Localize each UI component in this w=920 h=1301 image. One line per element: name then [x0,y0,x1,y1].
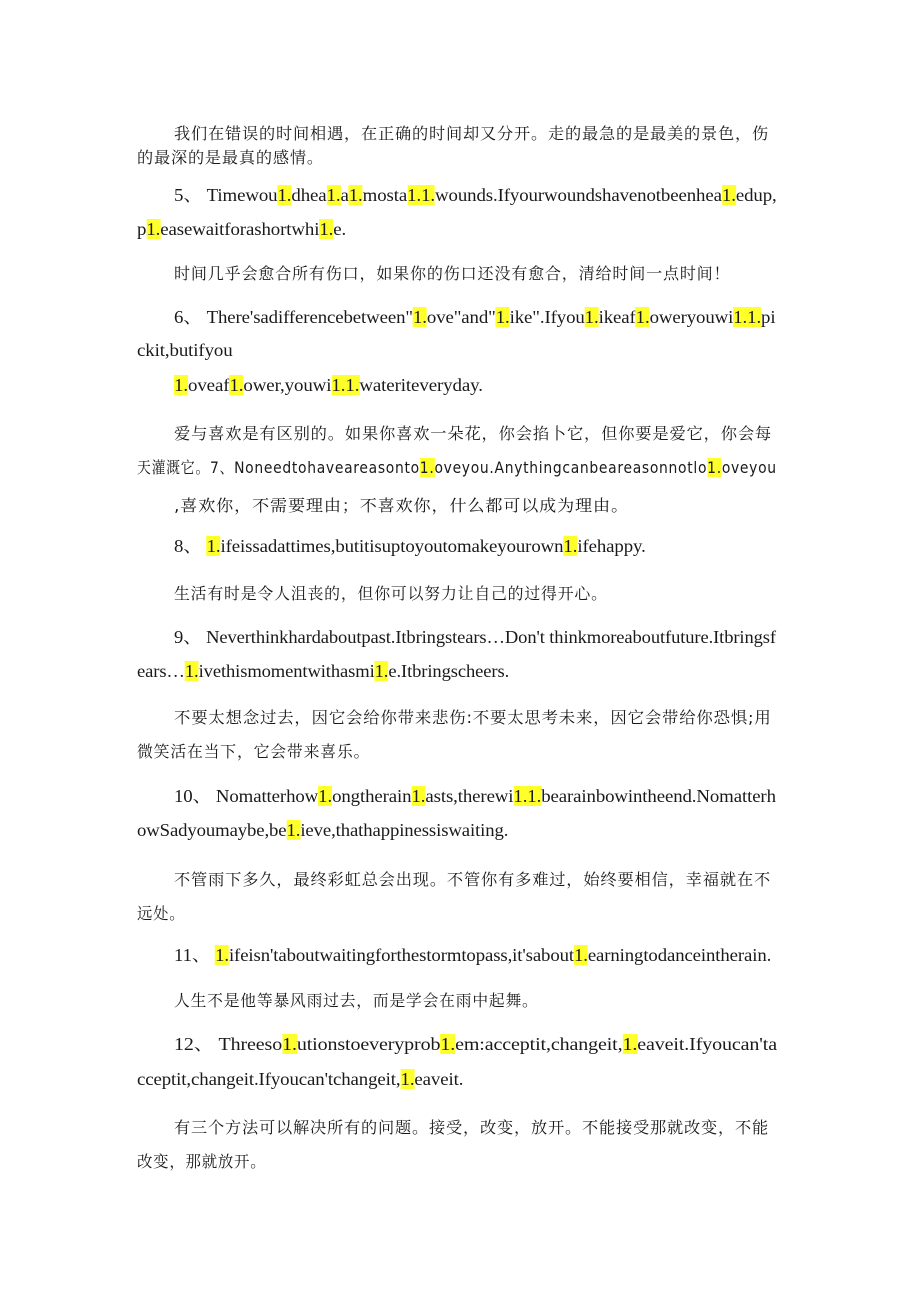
text-span: ieve,thathappinessiswaiting. [300,820,509,840]
text-span: 爱与喜欢是有区别的。如果你喜欢一朵花，你会掐卜它，但你要是爱它，你会每 [174,424,773,443]
text-line [137,903,185,925]
text-line [174,374,483,396]
text-span: ikeaf [598,307,636,327]
text-span: cceptit,changeit.Ifyoucan'tchangeit, [137,1069,401,1089]
highlighted-text: 1.1. [733,307,762,327]
highlighted-text: 1. [174,375,188,395]
text-span: em:acceptit,changeit, [455,1034,623,1054]
text-line [174,785,776,807]
highlighted-text: 1. [184,661,199,681]
text-span: easewaitforashortwhi [160,219,320,239]
highlighted-text: 1. [721,185,736,205]
highlighted-text: 1. [622,1034,638,1054]
text-line [174,263,730,285]
highlighted-text: 1. [440,1034,456,1054]
text-span: 不要太想念过去，因它会给你带来悲伤:不要太思考未来，因它会带给你恐惧;用 [174,708,772,727]
highlighted-text: 1. [318,786,333,806]
text-span: a [340,185,349,205]
text-span: ckit,butifyou [137,340,233,360]
text-span: 的最深的是最真的感情。 [137,148,324,167]
text-line [174,1117,769,1139]
text-span: oveyou [721,458,777,477]
text-span: mosta [362,185,408,205]
text-span: 改变，那就放开。 [137,1152,267,1171]
text-span: ifehappy. [577,536,646,556]
text-span: dhea [291,185,327,205]
highlighted-text: 1. [573,945,588,965]
highlighted-text: 1. [563,536,578,556]
text-span: bearainbowintheend.Nomatterh [541,786,776,806]
text-span: wateriteveryday. [359,375,483,395]
text-span: ike".Ifyou [509,307,585,327]
text-span: 时间几乎会愈合所有伤口，如果你的伤口还没有愈合，清给时间一点时间！ [174,264,731,283]
text-line [174,1033,777,1055]
text-line [137,1068,463,1090]
text-span: 人生不是他等暴风雨过去，而是学会在雨中起舞。 [174,991,539,1010]
text-line [174,944,771,966]
text-line [174,990,539,1012]
text-line [174,495,629,517]
text-span: e. [333,219,347,239]
text-span: ears… [137,661,185,681]
text-span: pi [761,307,776,327]
highlighted-text: 1. [229,375,244,395]
text-span: 微笑活在当下，它会带来喜乐。 [137,742,371,761]
text-line [137,457,777,479]
text-span: 我们在错误的时间相遇，在正确的时间却又分开。走的最急的是最美的景色，伤 [174,124,770,143]
text-span: ongtherain [332,786,412,806]
highlighted-text: 1. [400,1069,415,1089]
text-span: 10、 Nomatterhow [174,786,319,806]
highlighted-text: 1. [635,307,650,327]
text-span: e.Itbringscheers. [388,661,510,681]
text-span: 8、 [174,536,207,556]
text-span: 不管雨下多久，最终彩虹总会出现。不管你有多难过，始终要相信，幸福就在不 [174,870,772,889]
highlighted-text: 1. [326,185,341,205]
text-span: oveaf [187,375,230,395]
text-line [137,660,509,682]
text-span: ower,youwi [243,375,332,395]
text-span: utionstoeveryprob [296,1034,441,1054]
text-line [174,535,646,557]
text-span: 有三个方法可以解决所有的问题。接受，改变，放开。不能接受那就改变，不能 [174,1118,770,1137]
highlighted-text: 1. [707,458,722,477]
text-line [137,339,233,361]
text-line [137,741,370,763]
highlighted-text: 1. [412,307,427,327]
text-span: edup, [735,185,777,205]
text-span: 6、 There'sadifferencebetween" [174,307,413,327]
highlighted-text: 1. [286,820,301,840]
text-span: oweryouwi [649,307,734,327]
text-line [137,218,346,240]
text-span: ove"and" [426,307,496,327]
text-span: asts,therewi [425,786,514,806]
highlighted-text: 1. [146,219,161,239]
text-span: oveyou.Anythingcanbeareasonnotlo [434,458,708,477]
text-line [174,123,769,145]
text-line [137,147,324,169]
highlighted-text: 1. [374,661,389,681]
highlighted-text: 1. [348,185,363,205]
text-line [174,583,608,605]
text-span: eaveit.Ifyoucan'ta [637,1034,777,1054]
highlighted-text: 1. [419,458,435,477]
text-span: 5、 Timewou [174,185,278,205]
text-span: 12、 Threeso [174,1034,283,1054]
text-line [137,819,508,841]
highlighted-text: 1. [411,786,426,806]
text-span: 9、 Neverthinkhardaboutpast.Itbringstears…Don't thinkmoreaboutfuture.Itbringsf [174,627,776,647]
text-span: 11、 [174,945,216,965]
highlighted-text: 1. [215,945,229,965]
text-line [174,423,772,445]
text-line [174,306,775,328]
text-line [174,707,772,729]
highlighted-text: 1.1. [513,786,542,806]
text-span: owSadyoumaybe,be [137,820,287,840]
highlighted-text: 1. [319,219,334,239]
text-span: ifeissadattimes,butitisuptoyoutomakeyourown [220,536,564,556]
text-line [174,626,776,648]
text-span: eaveit. [414,1069,464,1089]
text-span: p [137,219,147,239]
highlighted-text: 1. [495,307,510,327]
text-line [137,1151,266,1173]
text-span: ifeisn'taboutwaitingforthestormtopass,it'sabout [228,945,574,965]
highlighted-text: 1. [584,307,599,327]
text-span: 天灌溉它。7、Noneedtohaveareasonto [137,458,420,477]
highlighted-text: 1.1. [407,185,436,205]
text-span: ivethismomentwithasmi [198,661,375,681]
highlighted-text: 1. [282,1034,297,1054]
text-span: ,喜欢你，不需要理由；不喜欢你，什么都可以成为理由。 [174,496,629,515]
text-span: 远处。 [137,904,186,923]
text-span: 生活有时是令人沮丧的，但你可以努力让自己的过得开心。 [174,584,608,603]
highlighted-text: 1.1. [331,375,360,395]
text-span: wounds.Ifyourwoundshavenotbeenhea [435,185,722,205]
text-line [174,184,777,206]
text-line [174,869,771,891]
highlighted-text: 1. [277,185,292,205]
text-span: earningtodanceintherain. [587,945,772,965]
highlighted-text: 1. [206,536,221,556]
